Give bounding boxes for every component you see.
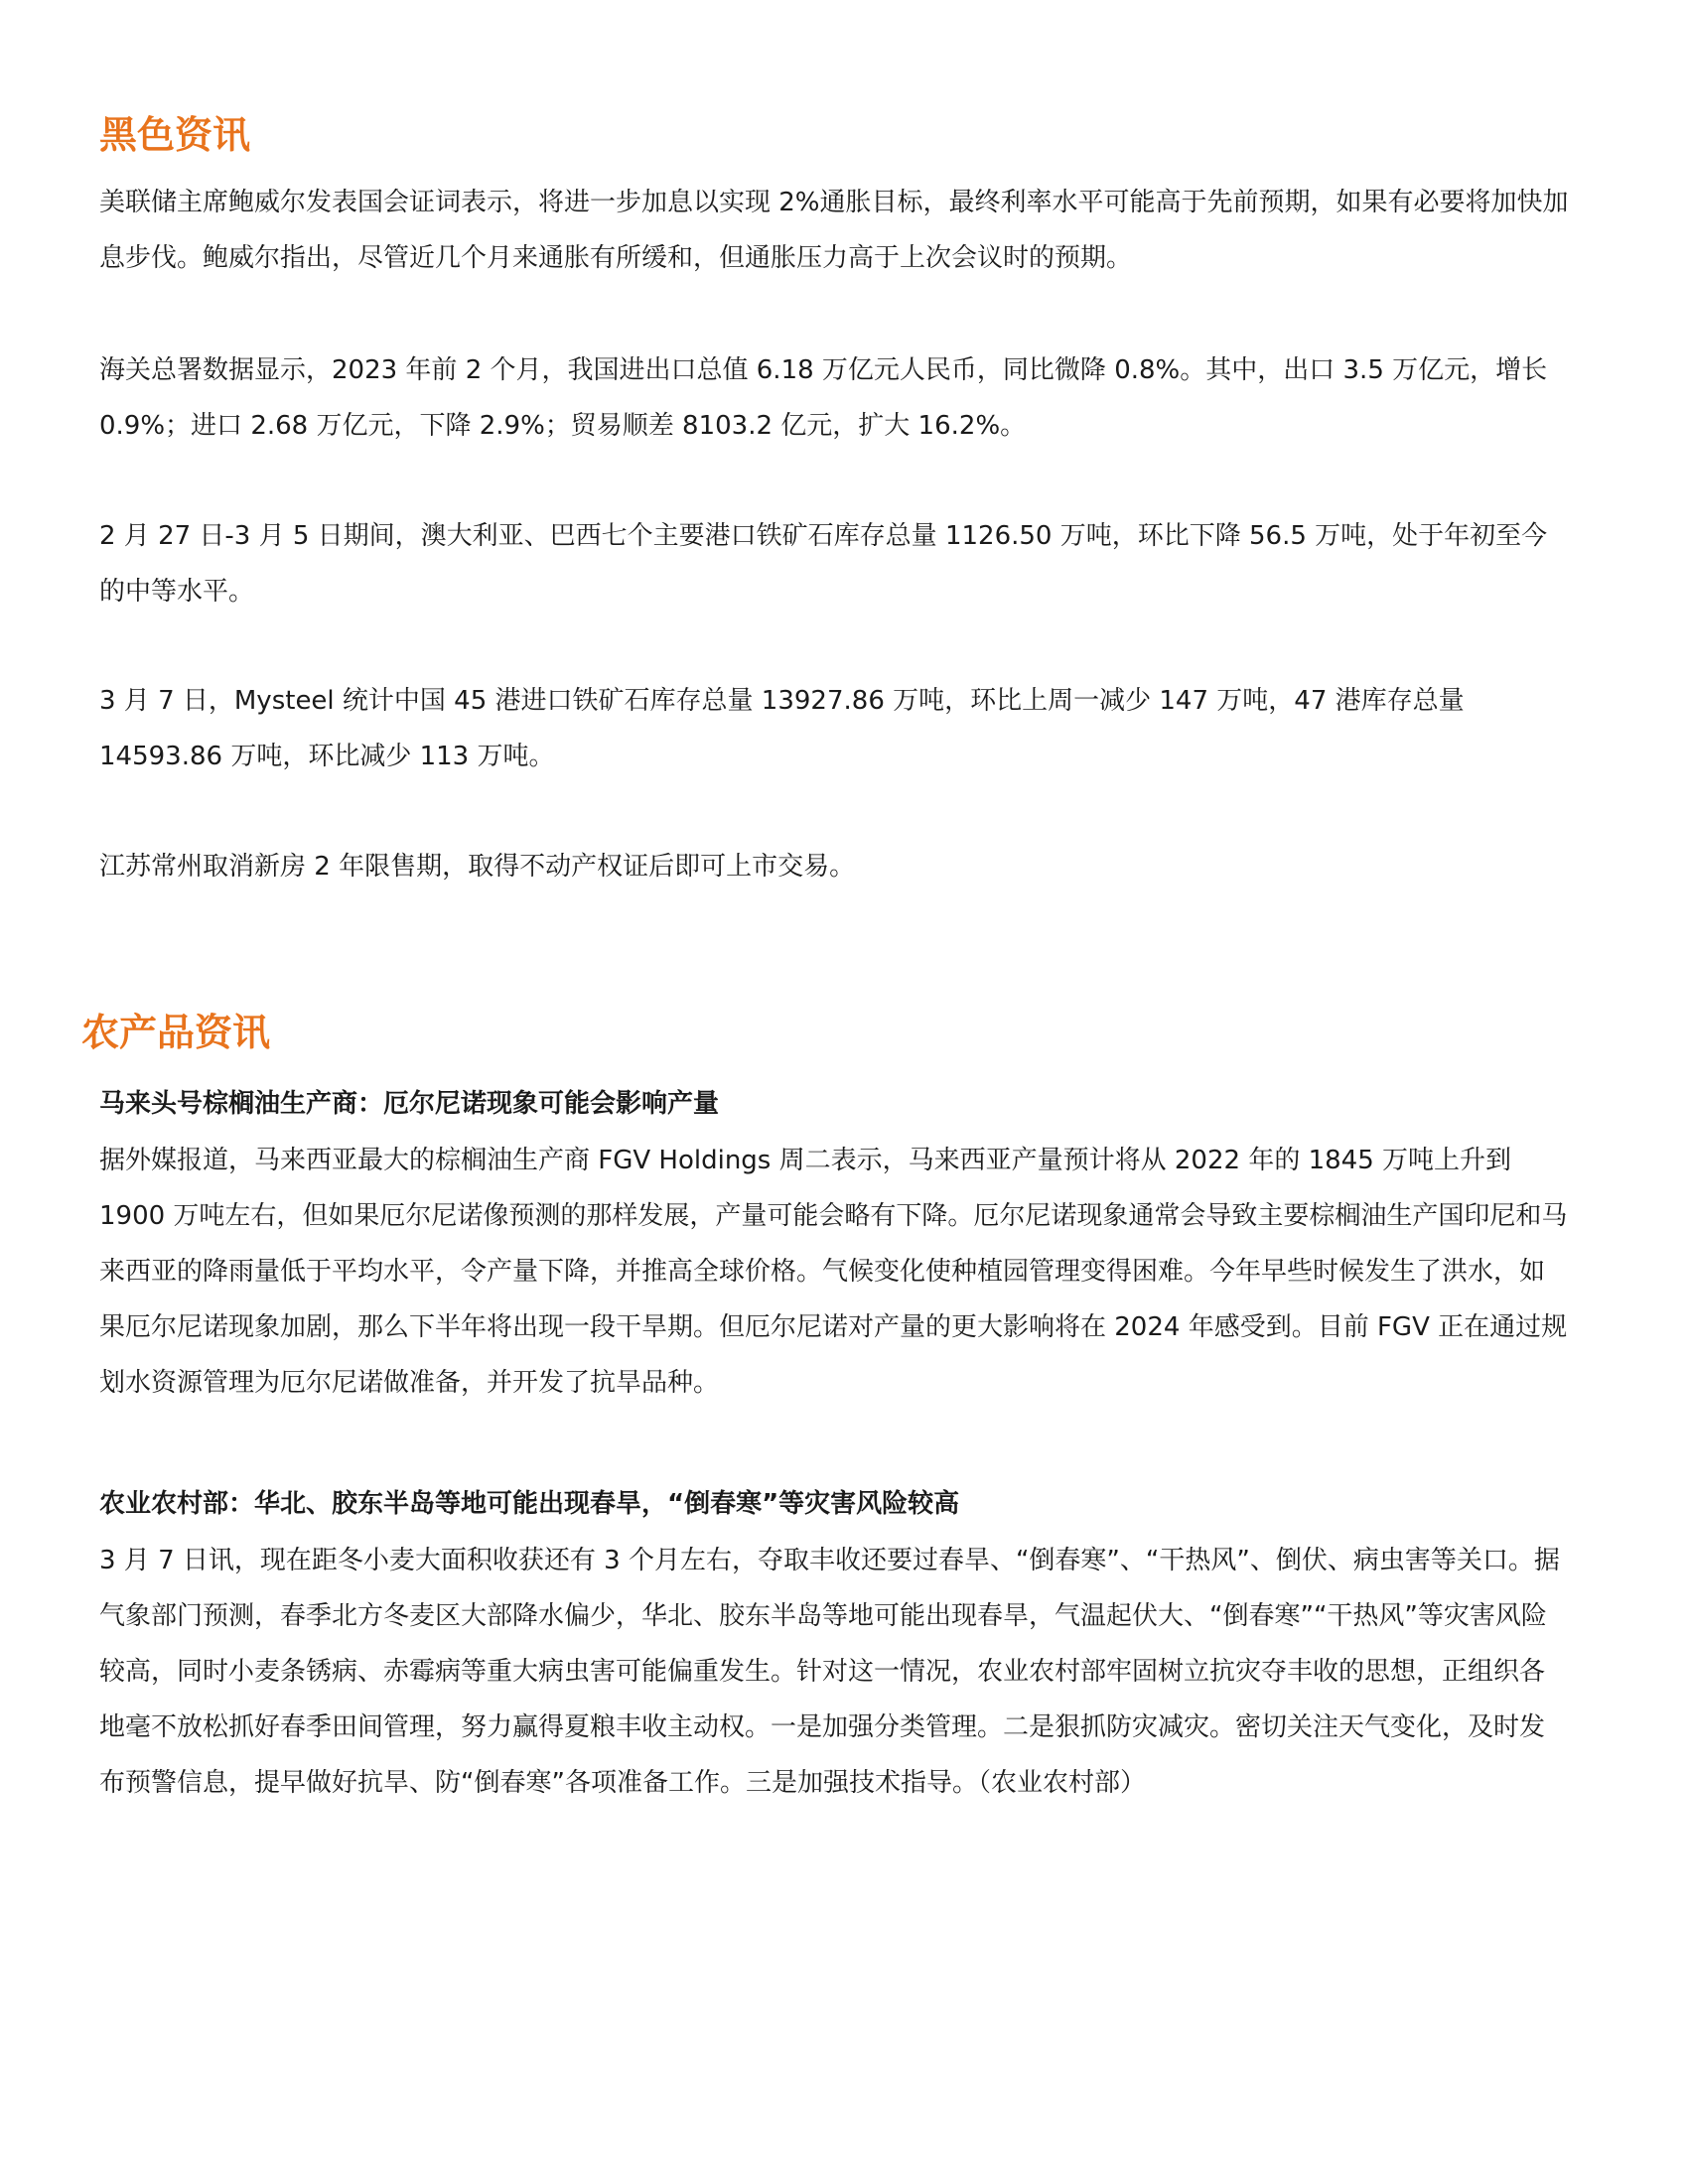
news-paragraph: 2 月 27 日-3 月 5 日期间，澳大利亚、巴西七个主要港口铁矿石库存总量 1126.50 万吨，环比下降 56.5 万吨，处于年初至今的中等水平。 (99, 521, 1548, 607)
news-paragraph: 美联储主席鲍威尔发表国会证词表示，将进一步加息以实现 2%通胀目标，最终利率水平可能高于先前预期，如果有必要将加快加息步伐。鲍威尔指出，尽管近几个月来通胀有所缓和，但通胀压力高于上次会议时的预期。 (99, 188, 1569, 273)
news-paragraph: 江苏常州取消新房 2 年限售期，取得不动产权证后即可上市交易。 (99, 852, 856, 882)
article-body: 3 月 7 日讯，现在距冬小麦大面积收获还有 3 个月左右，夺取丰收还要过春旱、“倒春寒”、“干热风”、倒伏、病虫害等关口。据气象部门预测，春季北方冬麦区大部降水偏少，华北、胶东半岛等地可能出现春旱，气温起伏大、“倒春寒”“干热风”等灾害风险较高，同时小麦条锈病、赤霉病等重大病虫害可能偏重发生。针对这一情况，农业农村部牢固树立抗灾夺丰收的思想，正组织各地毫不放松抓好春季田间管理，努力赢得夏粮丰收主动权。一是加强分类管理。二是狠抓防灾减灾。密切关注天气变化，及时发布预警信息，提早做好抗旱、防“倒春寒”各项准备工作。三是加强技术指导。（农业农村部） (99, 1546, 1560, 1798)
news-paragraph: 海关总署数据显示，2023 年前 2 个月，我国进出口总值 6.18 万亿元人民币，同比微降 0.8%。其中，出口 3.5 万亿元，增长 0.9%；进口 2.68 万亿元，下降 2.9%；贸易顺差 8103.2 亿元，扩大 16.2%。 (99, 355, 1548, 441)
section-title-agri: 农产品资讯 (81, 1011, 271, 1054)
section-title-black: 黑色资讯 (99, 113, 251, 157)
news-paragraph: 3 月 7 日，Mysteel 统计中国 45 港进口铁矿石库存总量 13927.86 万吨，环比上周一减少 147 万吨，47 港库存总量 14593.86 万吨，环比减少 113 万吨。 (99, 686, 1465, 771)
article-body: 据外媒报道，马来西亚最大的棕榈油生产商 FGV Holdings 周二表示，马来西亚产量预计将从 2022 年的 1845 万吨上升到 1900 万吨左右，但如果厄尔尼诺像预测的那样发展，产量可能会略有下降。厄尔尼诺现象通常会导致主要棕榈油生产国印尼和马来西亚的降雨量低于平均水平，令产量下降，并推高全球价格。气候变化使种植园管理变得困难。今年早些时候发生了洪水，如果厄尔尼诺现象加剧，那么下半年将出现一段干旱期。但厄尔尼诺对产量的更大影响将在 2024 年感受到。目前 FGV 正在通过规划水资源管理为厄尔尼诺做准备，并开发了抗旱品种。 (99, 1146, 1568, 1398)
article-headline: 农业农村部：华北、胶东半岛等地可能出现春旱，“倒春寒”等灾害风险较高 (99, 1489, 960, 1519)
article-headline: 马来头号棕榈油生产商：厄尔尼诺现象可能会影响产量 (99, 1089, 720, 1119)
